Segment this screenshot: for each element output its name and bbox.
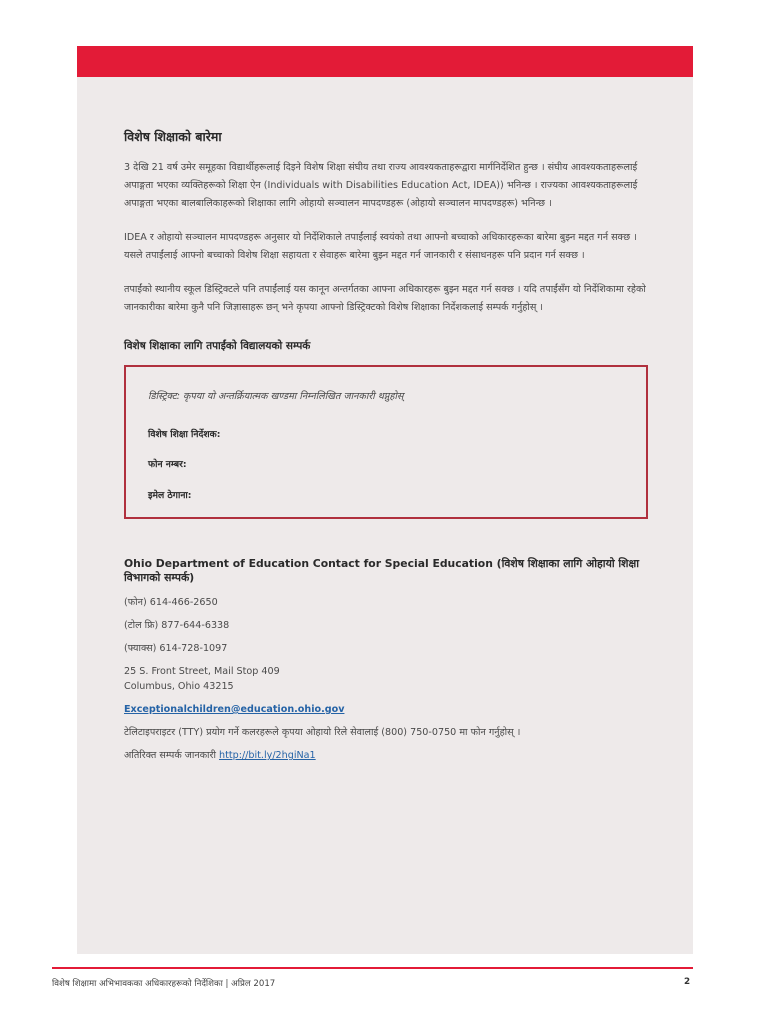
ohio-contact-title: Ohio Department of Education Contact for Special Education (विशेष शिक्षाका लागि ओहायो शिक्षा विभागको सम्पर्क) [124, 557, 640, 584]
school-contact-title: विशेष शिक्षाका लागि तपाईंको विद्यालयको सम्पर्क [124, 340, 311, 352]
district-paragraph: तपाईंको स्थानीय स्कूल डिस्ट्रिक्टले पनि तपाईंलाई यस कानून अन्तर्गतका आफ्ना अधिकारहरू बुझ्न मद्दत गर्न सक्छ । यदि तपाईंसँग यो निर्देशिकामा रहेको जानकारीका बारेमा कुनै पनि जिज्ञासाहरू छन् भने कृपया आफ्नो डिस्ट्रिक्टको विशेष शिक्षाका निर्देशकलाई सम्पर्क गर्नुहोस् । [124, 284, 646, 313]
ohio-phone: (फोन) 614-466-2650 [124, 597, 218, 608]
tty-note: टेलिटाइपराइटर (TTY) प्रयोग गर्ने कलरहरूले कृपया ओहायो रिले सेवालाई (800) 750-0750 मा फोन गर्नुहोस् । [124, 727, 521, 738]
idea-paragraph: IDEA र ओहायो सञ्चालन मापदण्डहरू अनुसार यो निर्देशिकाले तपाईंलाई स्वयंको तथा आफ्नो बच्चाको अधिकारहरूका बारेमा बुझ्न मद्दत गर्न सक्छ । यसले तपाईंलाई आफ्नो बच्चाको विशेष शिक्षा सहायता र सेवाहरू बारेमा बुझ्न मद्दत गर्न जानकारी र संसाधनहरू पनि प्रदान गर्न सक्छ । [124, 232, 637, 261]
more-info-line [124, 748, 650, 763]
intro-paragraph: 3 देखि 21 वर्ष उमेर समूहका विद्यार्थीहरूलाई दिइने विशेष शिक्षा संघीय तथा राज्य आवश्यकताहरूद्वारा मार्गनिर्देशित हुन्छ । संघीय आवश्यकताहरूलाई अपाङ्गता भएका व्यक्तिहरूको शिक्षा ऐन (Individuals with Disabilities Education Act, IDEA)) भनिन्छ । राज्यका आवश्यकताहरूलाई अपाङ्गता भएका बालबालिकाहरूको शिक्षाका लागि ओहायो सञ्चालन मापदण्डहरू (ओहायो सञ्चालन मापदण्डहरू) भनिन्छ । [124, 162, 638, 209]
email-field[interactable]: इमेल ठेगाना: [148, 490, 192, 501]
section-title: विशेष शिक्षाको बारेमा [124, 129, 222, 144]
page-number: 2 [684, 977, 691, 987]
header-band [77, 46, 693, 77]
director-field[interactable]: विशेष शिक्षा निर्देशक: [148, 429, 221, 440]
school-contact-box [124, 365, 648, 519]
footer-divider [52, 967, 693, 969]
phone-field[interactable]: फोन नम्बर: [148, 459, 187, 470]
address-line-1: 25 S. Front Street, Mail Stop 409 [124, 666, 280, 677]
more-info-label: अतिरिक्त सम्पर्क जानकारी [124, 750, 220, 761]
address-line-2: Columbus, Ohio 43215 [124, 681, 234, 692]
more-info-link[interactable]: http://bit.ly/2hgiNa1 [219, 750, 316, 761]
footer-title: विशेष शिक्षामा अभिभावकका अधिकारहरूको निर्देशिका | अप्रिल 2017 [52, 979, 276, 989]
main-content [124, 128, 650, 771]
contact-box-intro: डिस्ट्रिक्ट: कृपया यो अन्तर्क्रियात्मक खण्डमा निम्नलिखित जानकारी थप्नुहोस् [148, 391, 404, 402]
ohio-email-link[interactable]: Exceptionalchildren@education.ohio.gov [124, 704, 345, 715]
ohio-fax: (फ्याक्स) 614-728-1097 [124, 643, 228, 654]
ohio-toll-free: (टोल फ्रि) 877-644-6338 [124, 620, 230, 631]
ohio-address [124, 664, 650, 694]
